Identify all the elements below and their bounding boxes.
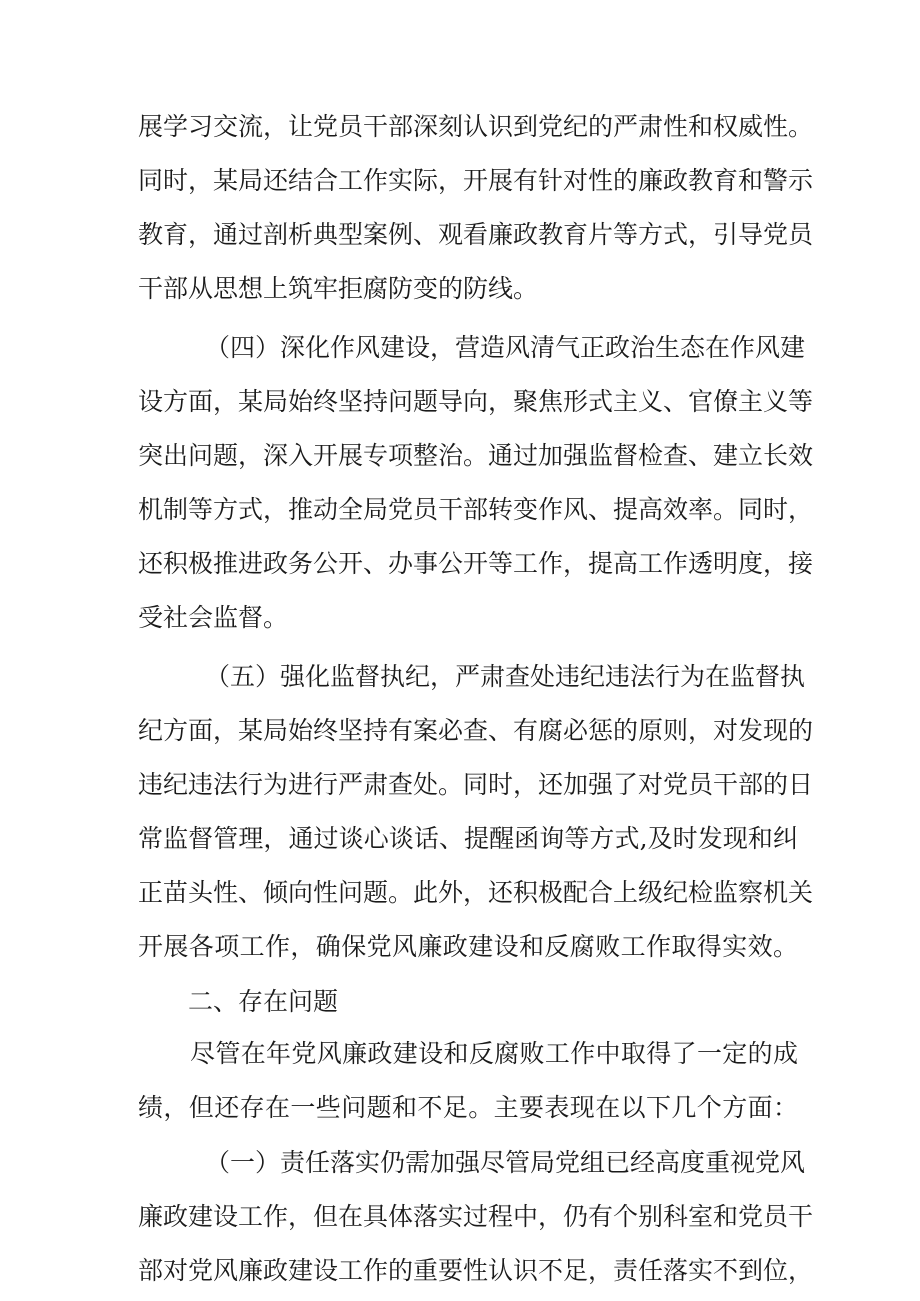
section-heading-1: （一）责任落实仍需加强尽管局党组已经高度重视党风 bbox=[205, 1148, 806, 1177]
paragraph-line: 尽管在年党风廉政建设和反腐败工作中取得了一定的成 bbox=[190, 1039, 798, 1068]
paragraph-line: 设方面，某局始终坚持问题导向，聚焦形式主义、官僚主义等 bbox=[138, 387, 814, 416]
paragraph-line: 教育，通过剖析典型案例、观看廉政教育片等方式，引导党员 bbox=[138, 220, 814, 249]
paragraph-line: 部对党风廉政建设工作的重要性认识不足，责任落实不到位， bbox=[138, 1256, 814, 1285]
paragraph-line: 廉政建设工作，但在具体落实过程中，仍有个别科室和党员干 bbox=[138, 1202, 814, 1231]
paragraph-line: 受社会监督。 bbox=[138, 603, 289, 632]
paragraph-line: 正苗头性、倾向性问题。此外，还积极配合上级纪检监察机关 bbox=[138, 878, 814, 907]
paragraph-line: 常监督管理，通过谈心谈话、提醒函询等方式,及时发现和纠 bbox=[138, 824, 798, 853]
paragraph-line: 纪方面，某局始终坚持有案必查、有腐必惩的原则，对发现的 bbox=[138, 716, 814, 745]
section-title-problems: 二、存在问题 bbox=[188, 987, 339, 1016]
paragraph-line: 违纪违法行为进行严肃查处。同时，还加强了对党员干部的日 bbox=[138, 770, 814, 799]
paragraph-line: 机制等方式，推动全局党员干部转变作风、提高效率。同时， bbox=[138, 495, 814, 524]
paragraph-line: 展学习交流，让党员干部深刻认识到党纪的严肃性和权威性。 bbox=[138, 112, 814, 141]
paragraph-line: 突出问题，深入开展专项整治。通过加强监督检查、建立长效 bbox=[138, 441, 814, 470]
paragraph-line: 还积极推进政务公开、办事公开等工作，提高工作透明度，接 bbox=[138, 549, 814, 578]
paragraph-line: 开展各项工作，确保党风廉政建设和反腐败工作取得实效。 bbox=[138, 932, 798, 961]
section-heading-4: （四）深化作风建设，营造风清气正政治生态在作风建 bbox=[205, 333, 806, 362]
section-heading-5: （五）强化监督执纪，严肃查处违纪违法行为在监督执 bbox=[205, 662, 806, 691]
paragraph-line: 同时，某局还结合工作实际，开展有针对性的廉政教育和警示 bbox=[138, 166, 814, 195]
paragraph-line: 干部从思想上筑牢拒腐防变的防线。 bbox=[138, 274, 539, 303]
paragraph-line: 绩，但还存在一些问题和不足。主要表现在以下几个方面： bbox=[138, 1093, 798, 1122]
